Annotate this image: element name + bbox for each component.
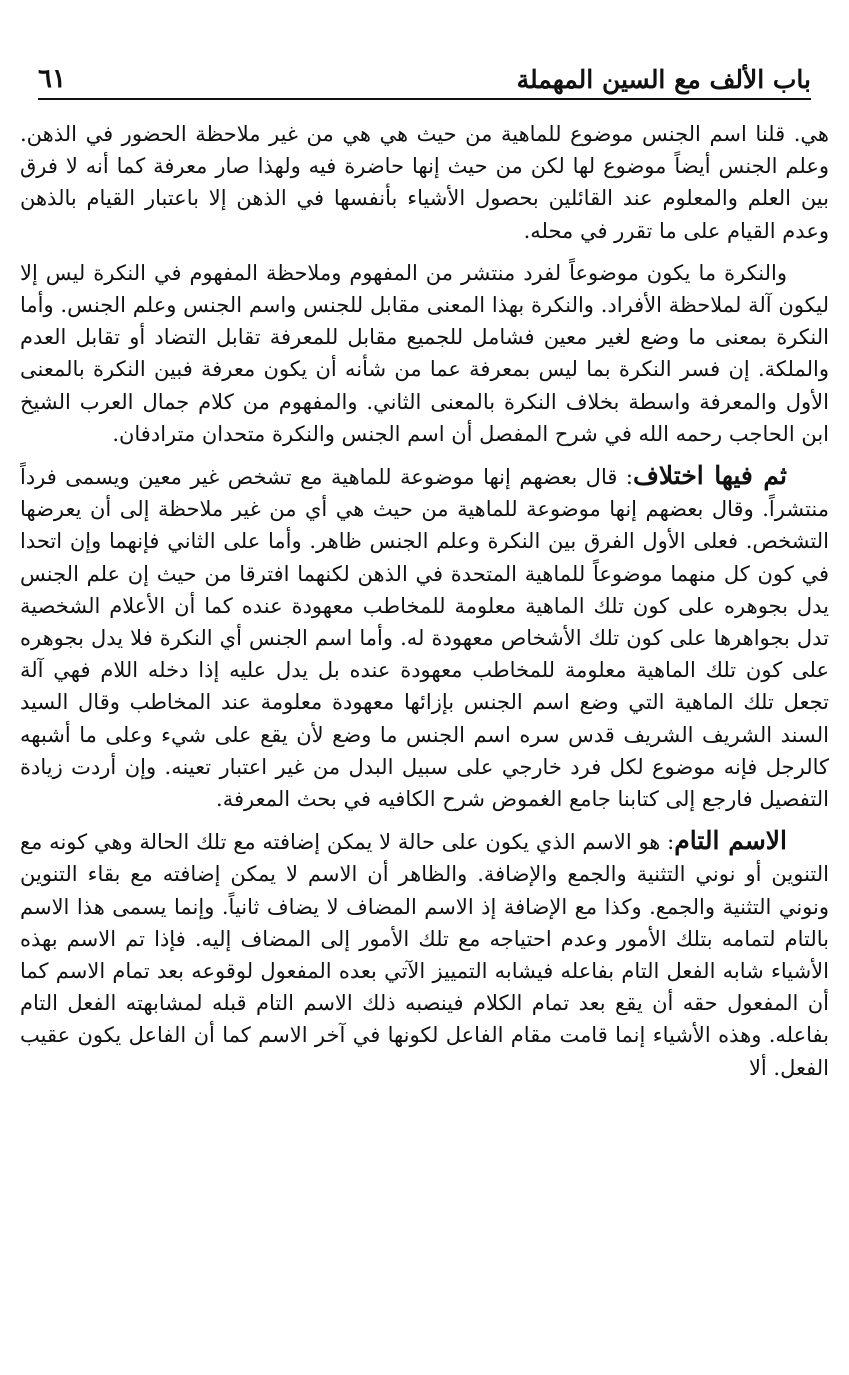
page-number: ٦١ [38,64,66,94]
running-header [38,60,811,100]
entry-term: ثم فيها اختلاف [632,461,787,491]
paragraph-text: : هو الاسم الذي يكون على حالة لا يمكن إضافته مع تلك الحالة وهي كونه مع التنوين أو نوني التثنية والجمع والإضافة. والظاهر أن الاسم لا يمكن إضافته مع بقاء التنوين ونوني التثنية والجمع. وكذا مع الإضافة إذ الاسم المضاف لا يضاف ثانياً. وإنما يسمى هذا الاسم بالتام لتمامه بتلك الأمور وعدم احتياجه مع تلك الأمور إلى المضاف إليه. فإذا تم الاسم بهذه الأشياء شابه الفعل التام بفاعله فيشابه التمييز الآتي بعده المفعول لوقوعه بعد تمام الاسم كما أن المفعول حقه أن يقع بعد تمام الكلام فينصبه ذلك الاسم التام قبله لمشابهته الفعل التام بفاعله. وهذه الأشياء إنما قامت مقام الفاعل لكونها في آخر الاسم كما أن الفاعل يكون عقيب الفعل. ألا [20,830,829,1080]
body-text [20,118,829,1355]
paragraph-text: والنكرة ما يكون موضوعاً لفرد منتشر من المفهوم وملاحظة المفهوم في النكرة ليس إلا ليكون آلة لملاحظة الأفراد. والنكرة بهذا المعنى مقابل للجنس واسم الجنس وعلم الجنس. وأما النكرة بمعنى ما وضع لغير معين فشامل للجميع مقابل للمعرفة تقابل التضاد أو تقابل العدم والملكة. إن فسر النكرة بما ليس بمعرفة عما من شأنه أن يكون معرفة فبين النكرة بالمعنى الأول والمعرفة واسطة بخلاف النكرة بالمعنى الثاني. والمفهوم من كلام جمال العرب الشيخ ابن الحاجب رحمه الله في شرح المفصل أن اسم الجنس والنكرة متحدان مترادفان. [20,260,829,446]
paragraph [20,460,829,815]
paragraph [20,825,829,1084]
paragraph-text: : قال بعضهم إنها موضوعة للماهية مع تشخص غير معين ويسمى فرداً منتشراً. وقال بعضهم إنها موضوعة للماهية من حيث هي أي من غير ملاحظة إلى أن يعرضها التشخص. فعلى الأول الفرق بين النكرة وعلم الجنس ظاهر. وأما على الثاني فإنهما وإن اتحدا في كون كل منهما موضوعاً للماهية المتحدة في الذهن لكنهما افترقا من حيث إن علم الجنس يدل بجوهره على كون تلك الماهية معلومة للمخاطب معهودة عنده كما أن الأعلام الشخصية تدل بجواهرها على كون تلك الأشخاص معهودة له. وأما اسم الجنس أي النكرة فلا يدل بجوهره على كون تلك الماهية معلومة للمخاطب معهودة عنده بل يدل عليه إذا دخله اللام فهي آلة تجعل تلك الماهية التي وضع اسم الجنس بإزائها معهودة معلومة عند المخاطب وقال السيد السند الشريف الشريف قدس سره اسم الجنس ما وضع لأن يقع على شيء وعلى ما أشبهه كالرجل فإنه موضوع لكل فرد خارجي على سبيل البدل من غير اعتبار تعينه. وإن أردت زيادة التفصيل فارجع إلى كتابنا جامع الغموض شرح الكافيه في بحث المعرفة. [20,465,829,812]
paragraph [20,257,829,450]
paragraph-text: هي. قلنا اسم الجنس موضوع للماهية من حيث هي هي من غير ملاحظة الحضور في الذهن. وعلم الجنس أيضاً موضوع لها لكن من حيث إنها حاضرة فيه ولهذا صار معرفة كما أنه لا فرق بين العلم والمعلوم عند القائلين بحصول الأشياء بأنفسها في الذهن إلا باعتبار القيام بالذهن وعدم القيام على ما تقرر في محله. [20,122,829,243]
entry-term: الاسم التام [674,826,787,856]
chapter-title: باب الألف مع السين المهملة [516,64,811,94]
paragraph [20,118,829,247]
